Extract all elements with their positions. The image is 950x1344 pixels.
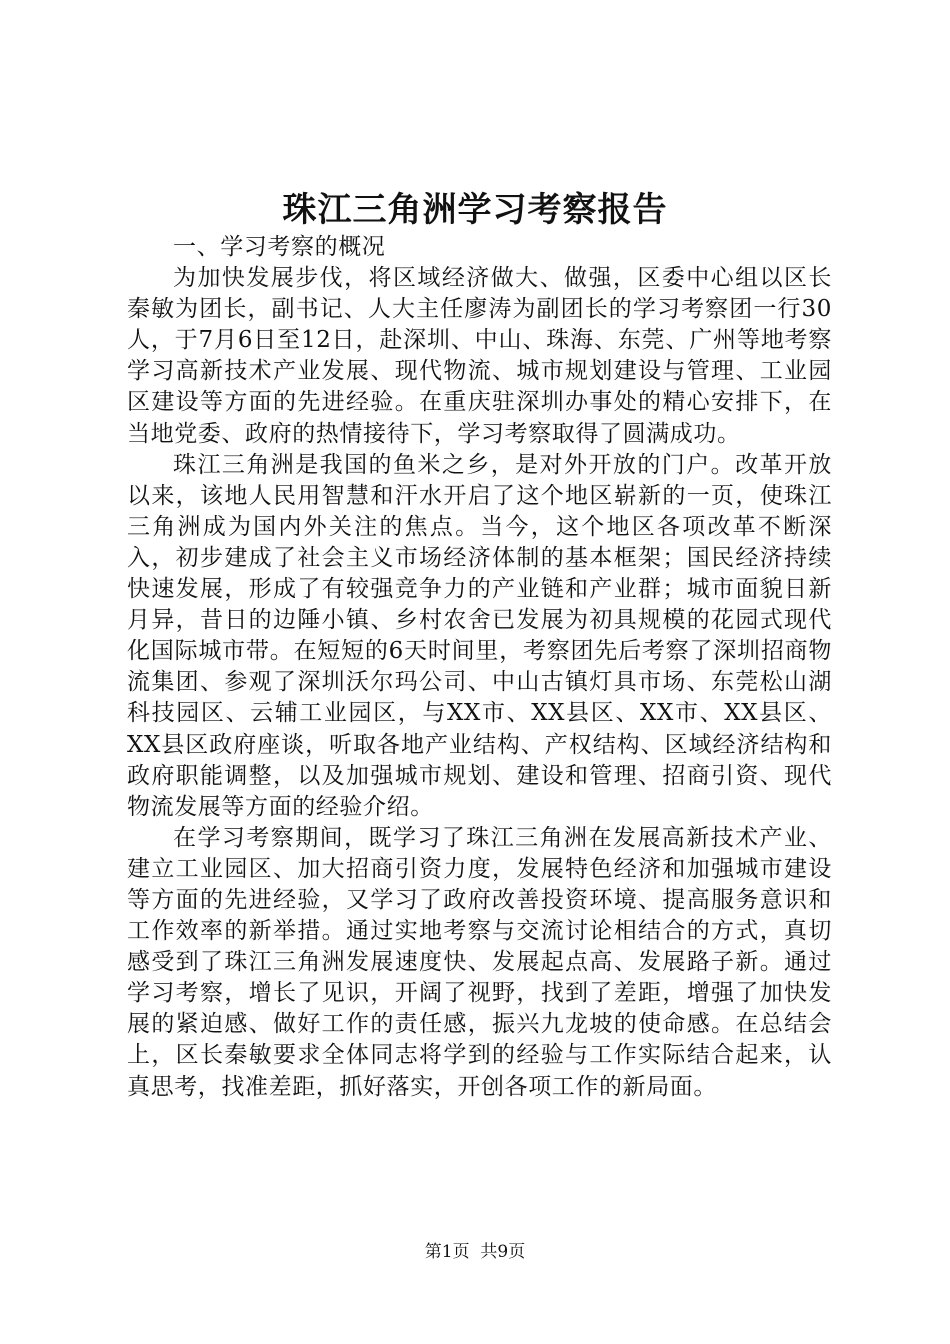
paragraph-pearl-river-delta: 珠江三角洲是我国的鱼米之乡，是对外开放的门户。改革开放以来，该地人民用智慧和汗水开启了这个地区崭新的一页，使珠江三角洲成为国内外关注的焦点。当今，这个地区各项改革不断深入，初步建成了社会主义市场经济体制的基本框架；国民经济持续快速发展，形成了有较强竞争力的产业链和产业群；城市面貌日新月异，昔日的边陲小镇、乡村农舍已发展为初具规模的花园式现代化国际城市带。在短短的6天时间里，考察团先后考察了深圳招商物流集团、参观了深圳沃尔玛公司、中山古镇灯具市场、东莞松山湖科技园区、云辅工业园区，与XX市、XX县区、XX市、XX县区、XX县区政府座谈，听取各地产业结构、产权结构、区域经济结构和政府职能调整，以及加强城市规划、建设和管理、招商引资、现代物流发展等方面的经验介绍。 (127, 451, 832, 820)
document-title: 珠江三角洲学习考察报告 (282, 190, 668, 230)
section-heading: 一、学习考察的概况 (173, 234, 386, 260)
page-footer (0, 1241, 950, 1263)
page-total: 共9页 (480, 1242, 526, 1262)
document-body (127, 232, 832, 1103)
paragraph-study-period: 在学习考察期间，既学习了珠江三角洲在发展高新技术产业、建立工业园区、加大招商引资力度，发展特色经济和加强城市建设等方面的先进经验，又学习了政府改善投资环境、提高服务意识和工作效率的新举措。通过实地考察与交流讨论相结合的方式，真切感受到了珠江三角洲发展速度快、发展起点高、发展路子新。通过学习考察，增长了见识，开阔了视野，找到了差距，增强了加快发展的紧迫感、做好工作的责任感，振兴九龙坡的使命感。在总结会上，区长秦敏要求全体同志将学到的经验与工作实际结合起来，认真思考，找准差距，抓好落实，开创各项工作的新局面。 (127, 824, 832, 1100)
footer-separator (470, 1242, 481, 1262)
paragraph-overview: 为加快发展步伐，将区域经济做大、做强，区委中心组以区长秦敏为团长，副书记、人大主任廖涛为副团长的学习考察团一行30人，于7月6日至12日，赴深圳、中山、珠海、东莞、广州等地考察学习高新技术产业发展、现代物流、城市规划建设与管理、工业园区建设等方面的先进经验。在重庆驻深圳办事处的精心安排下，在当地党委、政府的热情接待下，学习考察取得了圆满成功。 (127, 265, 832, 447)
page-number: 第1页 (424, 1242, 470, 1262)
